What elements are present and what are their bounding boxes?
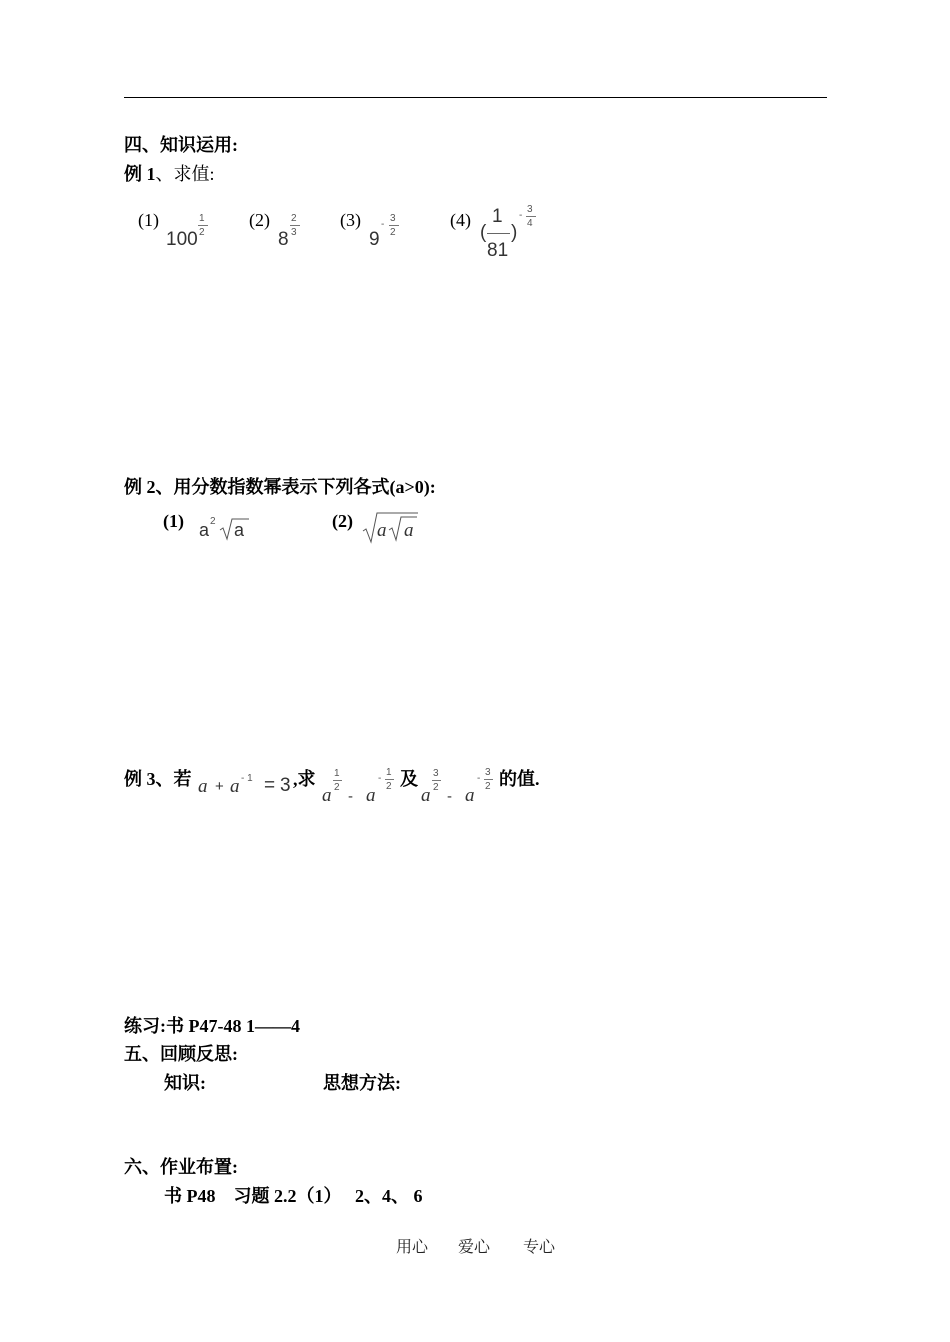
header-rule (124, 97, 827, 98)
example-3-prefix: 例 3、若 (124, 769, 192, 789)
ex3-expr2b-exp-sign: - (477, 773, 481, 784)
ex1-item4-exp-sign: - (519, 210, 523, 221)
ex1-item4-base-num: 1 (492, 206, 503, 227)
ex3-expr2b-exp-num: 3 (485, 767, 491, 778)
ex3-expr1-a: a (322, 785, 332, 806)
footer-word-3: 专心 (523, 1239, 556, 1256)
ex2-item2-inner-radical-icon (388, 514, 418, 542)
footer-word-1: 用心 (396, 1239, 429, 1256)
ex1-item3-number: (3) (340, 210, 361, 230)
ex2-item1-exp: 2 (210, 516, 216, 527)
ex1-item4-exp-num: 3 (527, 204, 533, 215)
ex3-eq-a2: a (230, 776, 240, 797)
ex1-item4-base-bar (487, 233, 510, 234)
ex1-item4-rparen: ) (511, 222, 518, 243)
ex3-and-text: 及 (400, 769, 418, 789)
footer-word-2: 爱心 (458, 1239, 491, 1256)
ex1-item3-exp-num: 3 (390, 213, 396, 224)
ex1-item3-base: 9 (369, 229, 380, 250)
ex3-eq-value: 3 (280, 775, 291, 796)
ex1-item1-exp-num: 1 (199, 213, 205, 224)
ex3-expr2-exp-bar (432, 780, 441, 781)
example-2-heading: 例 2、用分数指数幂表示下列各式(a>0): (124, 477, 436, 497)
ex3-expr1b-a: a (366, 785, 376, 806)
section-5-method: 思想方法: (323, 1073, 401, 1093)
ex2-item2-inner-a: a (404, 520, 414, 541)
ex2-item1-number: (1) (163, 511, 184, 531)
ex1-item3-exp-sign: - (381, 219, 385, 230)
ex1-item4-number: (4) (450, 210, 471, 230)
ex1-item2-base: 8 (278, 229, 289, 250)
ex3-expr1b-exp-bar (385, 779, 394, 780)
section-5-title: 五、回顾反思: (124, 1044, 238, 1064)
ex3-expr2b-exp-den: 2 (485, 781, 491, 792)
ex1-item4-lparen: ( (480, 222, 487, 243)
ex3-eq-a: a (198, 776, 208, 797)
ex3-expr2-exp-num: 3 (433, 768, 439, 779)
ex1-item2-exp-den: 3 (291, 227, 297, 238)
ex3-expr1b-exp-sign: - (378, 773, 382, 784)
section-6-title: 六、作业布置: (124, 1157, 238, 1177)
example-1-heading (124, 163, 215, 185)
ex3-eq-exp: - 1 (241, 773, 253, 784)
ex2-item1-radicand: a (234, 520, 245, 540)
ex1-item4-base-den: 81 (487, 240, 509, 261)
ex3-eq-plus: + (215, 778, 224, 795)
ex3-expr1-exp-bar (333, 780, 342, 781)
ex1-item3-exp-den: 2 (390, 227, 396, 238)
ex3-mid-text: ,求 (293, 769, 316, 789)
ex3-expr2-exp-den: 2 (433, 782, 439, 793)
ex1-item2-exp-bar (290, 225, 300, 226)
ex2-item1-base: a (199, 520, 210, 540)
ex1-item1-exp-bar (198, 225, 208, 226)
ex1-item1-base: 100 (166, 229, 198, 250)
section-4-title: 四、知识运用: (124, 135, 238, 155)
ex2-item2-number: (2) (332, 511, 353, 531)
section-5-knowledge: 知识: (164, 1073, 206, 1093)
ex1-item4-exp-bar (526, 216, 536, 217)
example-1-prompt: 、求值: (155, 164, 215, 184)
ex3-expr2-minus: - (447, 788, 452, 805)
ex3-expr1-exp-num: 1 (334, 768, 340, 779)
ex3-expr2-a: a (421, 785, 431, 806)
ex2-item2-outer-a: a (377, 520, 387, 541)
ex1-item4-exp-den: 4 (527, 218, 533, 229)
ex1-item2-number: (2) (249, 210, 270, 230)
ex3-expr2b-a: a (465, 785, 475, 806)
example-1-label: 例 1 (124, 164, 156, 184)
ex1-item3-exp-bar (389, 225, 399, 226)
ex3-expr1-exp-den: 2 (334, 782, 340, 793)
ex3-eq-equals: = (264, 775, 276, 796)
ex1-item1-exp-den: 2 (199, 227, 205, 238)
ex1-item2-exp-num: 2 (291, 213, 297, 224)
ex3-expr1b-exp-den: 2 (386, 781, 392, 792)
section-6-homework: 书 P48 习题 2.2（1） 2、4、 6 (164, 1186, 423, 1206)
ex3-expr2b-exp-bar (484, 779, 493, 780)
ex1-item1-number: (1) (138, 210, 159, 230)
ex3-expr1-minus: - (348, 788, 353, 805)
ex3-expr1b-exp-num: 1 (386, 767, 392, 778)
practice-line: 练习:书 P47-48 1——4 (124, 1016, 300, 1036)
ex3-suffix-text: 的值. (499, 769, 540, 789)
